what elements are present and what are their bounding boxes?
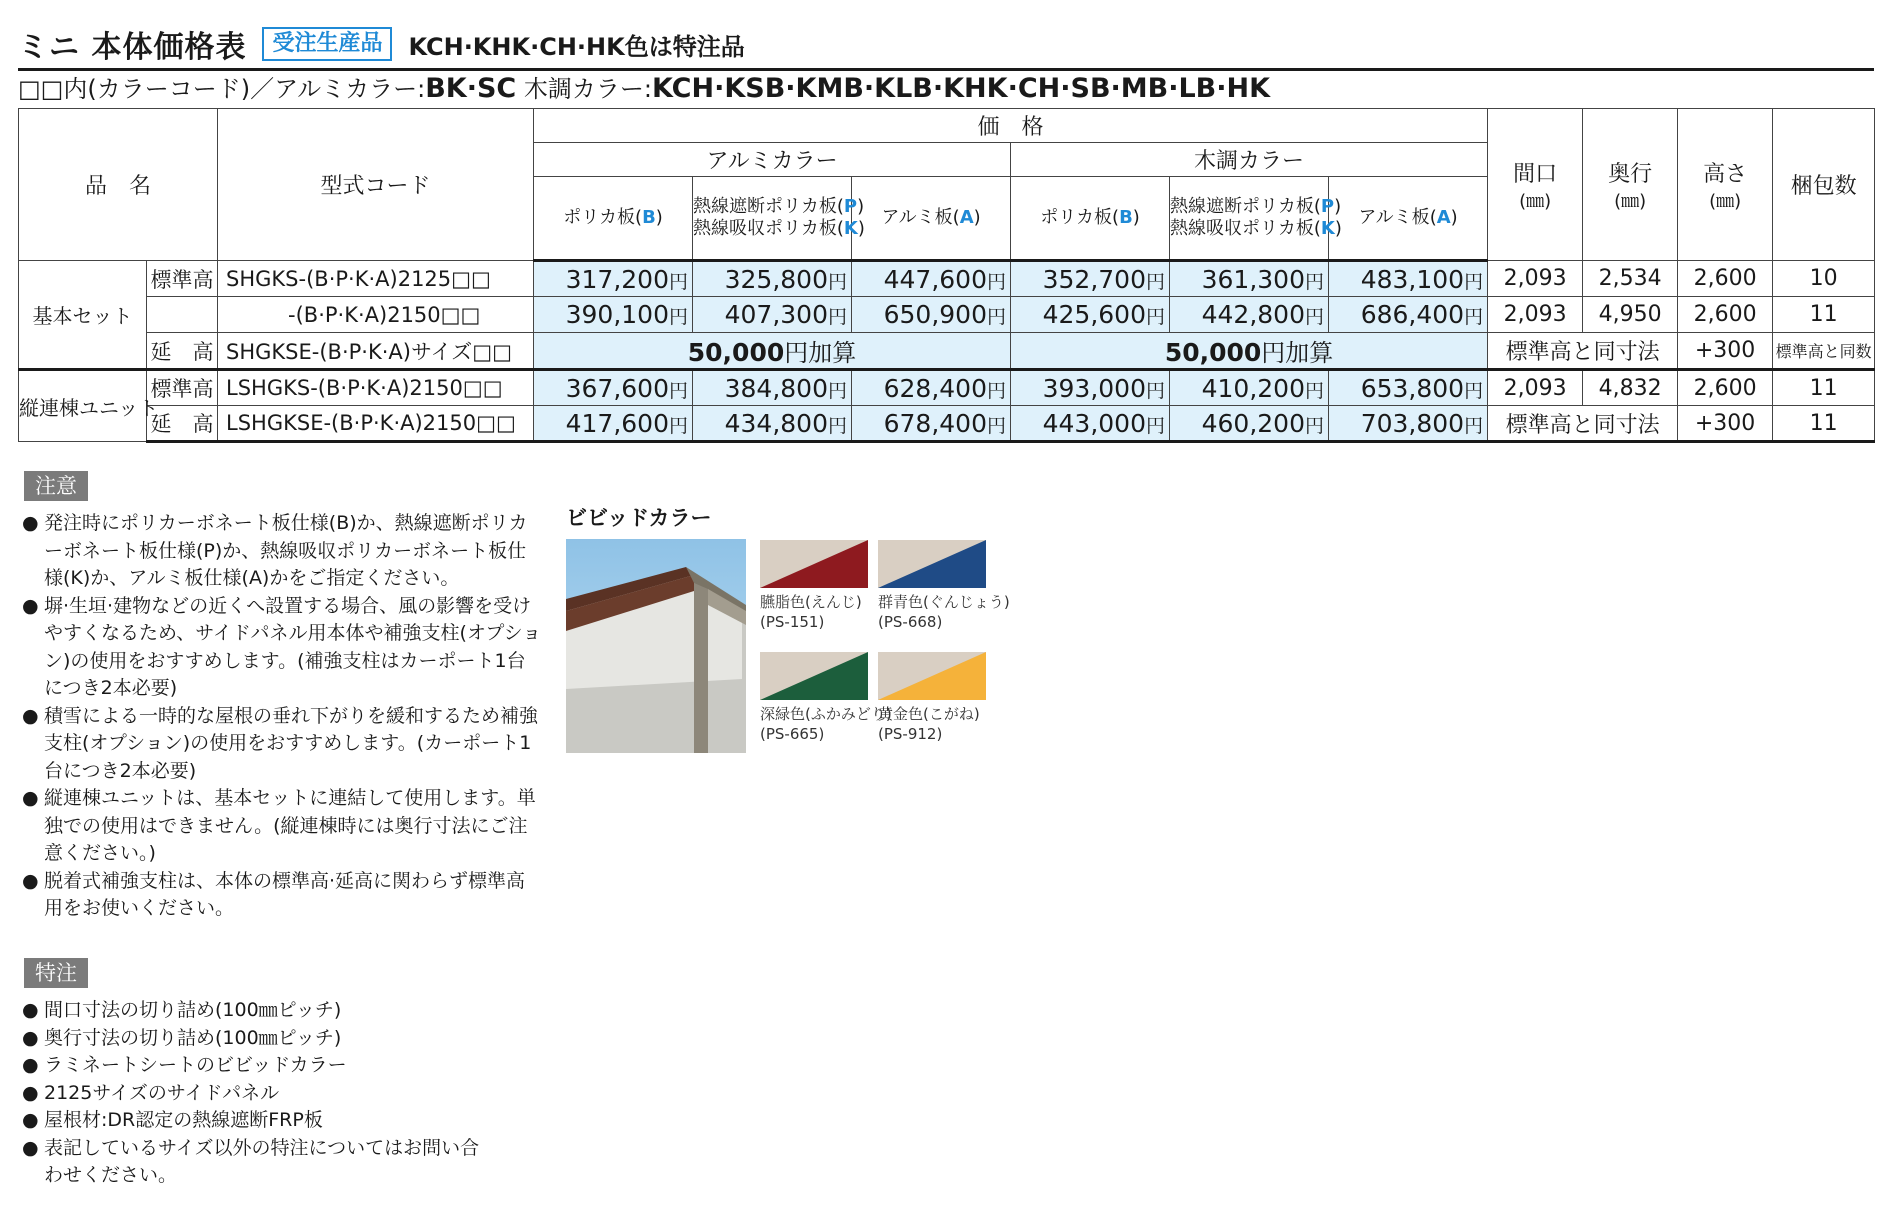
depth-cell: 4,832: [1583, 370, 1678, 406]
model-code: SHGKSE-(B·P·K·A)サイズ□□: [218, 333, 534, 370]
aluminum-add-cell: 50,000円加算: [534, 333, 1011, 370]
model-code: LSHGKSE-(B·P·K·A)2150□□: [218, 406, 534, 442]
price-cell: 407,300円: [693, 297, 852, 333]
carport-illustration: [566, 539, 746, 753]
color-code-line: [18, 72, 1874, 106]
depth-cell: 2,534: [1583, 261, 1678, 297]
same-size-cell: 標準高と同寸法: [1488, 406, 1678, 442]
height-cell: +300: [1678, 333, 1773, 370]
swatch-fukamidori: [760, 652, 868, 700]
height-cell: +300: [1678, 406, 1773, 442]
group-basic: 基本セット: [19, 261, 147, 370]
color-code-prefix: □□内(カラーコード)／アルミカラー:: [18, 75, 426, 103]
title-row: [18, 26, 1874, 65]
swatch-gunjo: [878, 540, 986, 588]
list-item: ● 縦連棟ユニットは、基本セットに連結して使用します。単独での使用はできません。(縦連棟時には奥行寸法にご注意ください。): [22, 785, 542, 868]
swatch-enji-label: 臙脂色(えんじ) (PS-151): [760, 593, 862, 631]
header-width: 間口 (㎜): [1488, 109, 1583, 261]
model-code: SHGKS-(B·P·K·A)2125□□: [218, 261, 534, 297]
model-code: -(B·P·K·A)2150□□: [218, 297, 534, 333]
header-code: 型式コード: [218, 109, 534, 261]
price-cell: 425,600円: [1011, 297, 1170, 333]
wood-color-label: 木調カラー:: [516, 75, 652, 103]
sub-standard-blank: [147, 297, 218, 333]
price-table: [18, 108, 1875, 443]
swatch-kogane-label: 黄金色(こがね) (PS-912): [878, 705, 980, 743]
price-cell: 367,600円: [534, 370, 693, 406]
price-cell: 653,800円: [1329, 370, 1488, 406]
swatch-enji-chip: [760, 540, 868, 588]
header-aluminum-color: アルミカラー: [534, 143, 1011, 177]
header-packages: 梱包数: [1773, 109, 1875, 261]
swatch-enji: [760, 540, 868, 588]
packages-cell: 11: [1773, 370, 1875, 406]
header-wood-color: 木調カラー: [1011, 143, 1488, 177]
group-vertical: 縦連棟ユニット: [19, 370, 147, 442]
caution-heading: 注意: [24, 471, 88, 501]
price-cell: 325,800円: [693, 261, 852, 297]
table-row: [19, 261, 1875, 297]
sub-extended: 延 高: [147, 333, 218, 370]
swatch-gunjo-chip: [878, 540, 986, 588]
vivid-color-title: ビビッドカラー: [566, 506, 712, 530]
header-alu-heat: 熱線遮断ポリカ板(P) 熱線吸収ポリカ板(K): [693, 177, 852, 261]
table-row: [19, 333, 1875, 370]
made-to-order-badge: 受注生産品: [262, 27, 392, 61]
header-name: 品 名: [19, 109, 218, 261]
price-cell: 352,700円: [1011, 261, 1170, 297]
table-row: [19, 370, 1875, 406]
price-cell: 417,600円: [534, 406, 693, 442]
header-alu-poly: ポリカ板(B): [534, 177, 693, 261]
price-cell: 390,100円: [534, 297, 693, 333]
list-item: ● 表記しているサイズ以外の特注についてはお問い合わせください。: [22, 1135, 492, 1190]
special-list: [22, 997, 492, 1190]
wood-color-codes: KCH·KSB·KMB·KLB·KHK·CH·SB·MB·LB·HK: [651, 73, 1271, 104]
packages-cell: 標準高と同数: [1773, 333, 1875, 370]
price-cell: 686,400円: [1329, 297, 1488, 333]
header-height: 高さ (㎜): [1678, 109, 1773, 261]
list-item: ● 間口寸法の切り詰め(100㎜ピッチ): [22, 997, 492, 1025]
header-alu-alum: アルミ板(A): [852, 177, 1011, 261]
price-cell: 650,900円: [852, 297, 1011, 333]
list-item: ● 屋根材:DR認定の熱線遮断FRP板: [22, 1107, 492, 1135]
title-divider: [18, 68, 1874, 71]
packages-cell: 11: [1773, 297, 1875, 333]
height-cell: 2,600: [1678, 261, 1773, 297]
carport-photo: [566, 539, 746, 753]
list-item: ● 発注時にポリカーボネート板仕様(B)か、熱線遮断ポリカーボネート板仕様(P)か、熱線吸収ポリカーボネート板仕様(K)か、アルミ板仕様(A)かをご指定ください。: [22, 510, 542, 593]
price-cell: 410,200円: [1170, 370, 1329, 406]
same-size-cell: 標準高と同寸法: [1488, 333, 1678, 370]
table-row: [19, 297, 1875, 333]
swatch-gunjo-label: 群青色(ぐんじょう) (PS-668): [878, 593, 1010, 631]
list-item: ● 脱着式補強支柱は、本体の標準高·延高に関わらず標準高用をお使いください。: [22, 868, 542, 923]
price-cell: 393,000円: [1011, 370, 1170, 406]
height-cell: 2,600: [1678, 370, 1773, 406]
wood-add-cell: 50,000円加算: [1011, 333, 1488, 370]
price-cell: 317,200円: [534, 261, 693, 297]
height-cell: 2,600: [1678, 297, 1773, 333]
page-title: ミニ 本体価格表: [18, 30, 247, 65]
width-cell: 2,093: [1488, 370, 1583, 406]
caution-list: [22, 510, 542, 923]
special-heading: 特注: [24, 958, 88, 988]
header-wood-poly: ポリカ板(B): [1011, 177, 1170, 261]
price-cell: 678,400円: [852, 406, 1011, 442]
packages-cell: 11: [1773, 406, 1875, 442]
price-cell: 443,000円: [1011, 406, 1170, 442]
header-depth: 奥行 (㎜): [1583, 109, 1678, 261]
price-cell: 483,100円: [1329, 261, 1488, 297]
header-wood-heat: 熱線遮断ポリカ板(P) 熱線吸収ポリカ板(K): [1170, 177, 1329, 261]
price-cell: 384,800円: [693, 370, 852, 406]
price-cell: 460,200円: [1170, 406, 1329, 442]
sub-standard: 標準高: [147, 370, 218, 406]
swatch-kogane: [878, 652, 986, 700]
price-cell: 361,300円: [1170, 261, 1329, 297]
model-code: LSHGKS-(B·P·K·A)2150□□: [218, 370, 534, 406]
packages-cell: 10: [1773, 261, 1875, 297]
sub-extended: 延 高: [147, 406, 218, 442]
table-row: [19, 406, 1875, 442]
header-price: 価 格: [534, 109, 1488, 143]
swatch-fukamidori-label: 深緑色(ふかみどり) (PS-665): [760, 705, 892, 743]
price-cell: 442,800円: [1170, 297, 1329, 333]
list-item: ● 奥行寸法の切り詰め(100㎜ピッチ): [22, 1025, 492, 1053]
price-cell: 628,400円: [852, 370, 1011, 406]
list-item: ● 塀·生垣·建物などの近くへ設置する場合、風の影響を受けやすくなるため、サイドパネル用本体や補強支柱(オプション)の使用をおすすめします。(補強支柱はカーポート1台につき2本必要): [22, 593, 542, 703]
aluminum-color-codes: BK·SC: [425, 73, 517, 104]
depth-cell: 4,950: [1583, 297, 1678, 333]
sub-standard: 標準高: [147, 261, 218, 297]
width-cell: 2,093: [1488, 261, 1583, 297]
list-item: ● ラミネートシートのビビッドカラー: [22, 1052, 492, 1080]
price-cell: 434,800円: [693, 406, 852, 442]
special-order-note: KCH·KHK·CH·HK色は特注品: [408, 32, 745, 61]
price-cell: 703,800円: [1329, 406, 1488, 442]
list-item: ● 積雪による一時的な屋根の垂れ下がりを緩和するため補強支柱(オプション)の使用をおすすめします。(カーポート1台につき2本必要): [22, 703, 542, 786]
header-wood-alum: アルミ板(A): [1329, 177, 1488, 261]
swatch-kogane-chip: [878, 652, 986, 700]
width-cell: 2,093: [1488, 297, 1583, 333]
swatch-fukamidori-chip: [760, 652, 868, 700]
list-item: ● 2125サイズのサイドパネル: [22, 1080, 492, 1108]
price-cell: 447,600円: [852, 261, 1011, 297]
